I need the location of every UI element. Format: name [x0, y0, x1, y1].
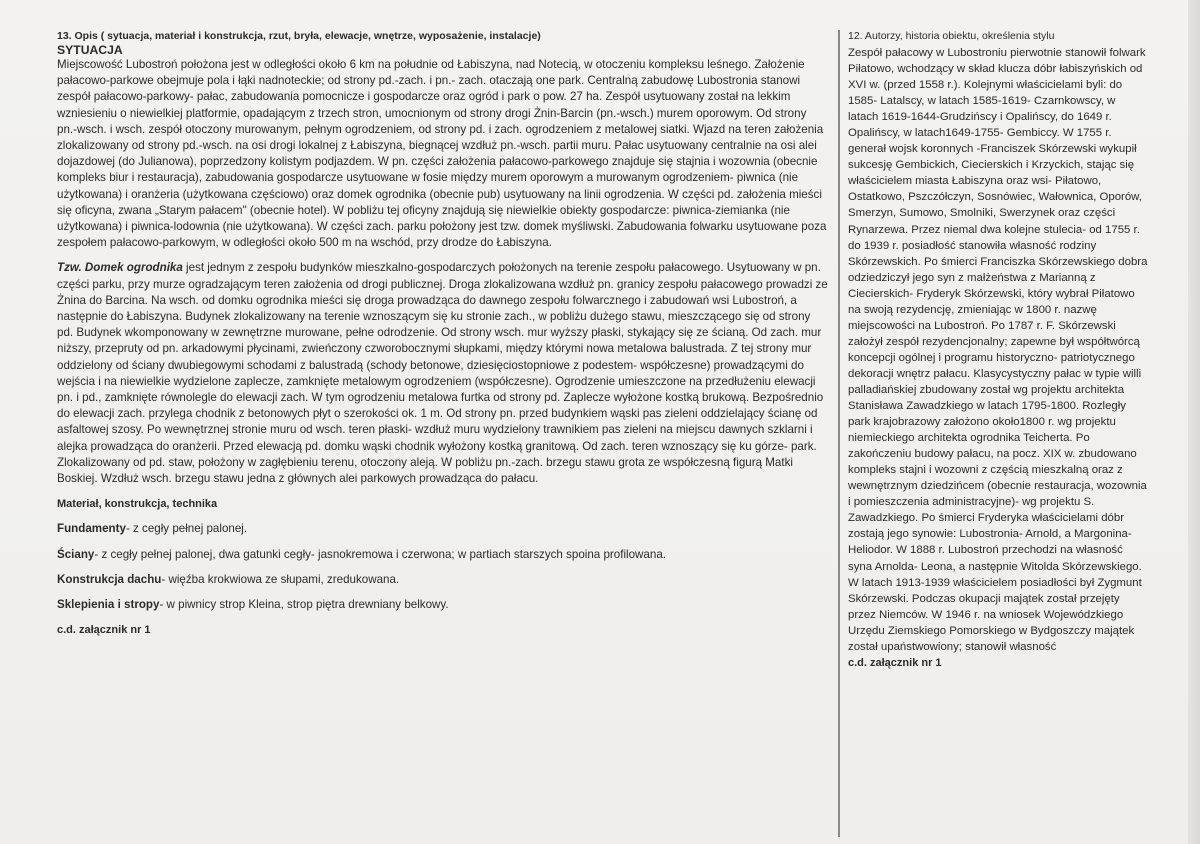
- section-13-heading: 13. Opis ( sytuacja, materiał i konstrukcja, rzut, bryła, elewacje, wnętrze, wyposażenie, instalacje): [57, 30, 541, 42]
- foundations-label: Fundamenty: [57, 522, 126, 536]
- left-continued-note: c.d. załącznik nr 1: [57, 624, 151, 637]
- right-continued-note: c.d. załącznik nr 1: [848, 656, 942, 669]
- roof-text: - więźba krokwiowa ze słupami, zredukowana.: [161, 572, 400, 586]
- walls-text: - z cegły pełnej palonej, dwa gatunki cegły- jasnokremowa i czerwona; w partiach starszych spoina profilowana.: [94, 547, 666, 561]
- section-12-heading: 12. Autorzy, historia obiektu, określenia stylu: [848, 30, 1055, 42]
- gardener-house-text: jest jednym z zespołu budynków mieszkalno-gospodarczych położonych na terenie zespołu pałacowego. Usytuowany w pn. części parku, przy murze ogradzającym teren założenia od drogi publicznej. Droga zlokalizowana wzdłuż pn. granicy zespołu pałacowego prowadzi ze Żnina do Barcina. Na wsch. od domku ogrodnika mieści się droga prowadząca do dawnego zespołu folwarcznego i zabudowań wsi Lubostroń, a następnie do Łabiszyna. Budynek zlokalizowany na terenie wznoszącym się ku stronie zach., w pobliżu dużego stawu, mieszczącego się od strony pd. Budynek wkomponowany w zewnętrzne murowane, pełne odrodzenie. Od strony wsch. mur wyższy płaski, stykający się ze ścianą. Od zach. mur niższy, przepruty od pn. arkadowymi płycinami, zwieńczony czworobocznymi słupkami, między którymi nowa metalowa balustrada. Z tej strony mur oddzielony od ściany dwubiegowymi schodami z balustradą (schody betonowe, dziesięciostopniowe z podestem- współczesne) prowadzącymi do wejścia i na niewielkie wydzielone zaplecze, zamknięte metalowym ogrodzeniem (współczesne). Ogrodzenie umieszczone na przedłużeniu elewacji pn. i pd., zamknięte równolegle do elewacji zach. W tym ogrodzeniu metalowa furtka od strony pd. Zaplecze wyłożone kostką brukową. Bezpośrednio do elewacji zach. przylega chodnik z betonowych płyt o szerokości ok. 1 m. Od strony pn. przed budynkiem wąski pas zieleni oddzielający ścianę od asfaltowej szosy. Po wewnętrznej stronie muru od wsch. teren płaski- wzdłuż muru wydzielony trawnikiem pas zieleni na miejscu dawnych szklarni i alejka prowadząca do oranżerii. Przed elewacją pd. domku wąski chodnik wyłożony kostką granitową. Od zach. teren wznoszący się ku górze- park. Zlokalizowany od pd. staw, położony w zagłębieniu terenu, otoczony aleją. W pobliżu pn.-zach. brzegu stawu grota ze współczesną figurą Matki Boskiej. Wzdłuż wsch. brzegu stawu jedna z głównych alei parkowych prowadząca do pałacu.: [57, 261, 828, 486]
- history-paragraph: Zespół pałacowy w Lubostroniu pierwotnie stanowił folwark Piłatowo, wchodzący w skład klucza dóbr łabiszyńskich od XVI w. (przed 1558 r.). Kolejnymi właścicielami byli: do 1585- Latalscy, w latach 1585-1619- Czarnkowscy, w latach 1619-1644-Grudzińscy i Opalińscy, do 1649 r. Opalińscy, w latach1649-1755- Gembiccy. W 1755 r. generał wojsk koronnych -Franciszek Skórzewski wykupił sukcesję Gembickich, Ciecierskich i Krzyckich, stając się właścicielem miasta Łabiszyna oraz wsi- Piłatowo, Ostatkowo, Pszczółczyn, Sosnówiec, Wałownica, Oporów, Smerzyn, Sumowo, Smolniki, Swerzynek oraz części Rynarzewa. Przez niemal dwa kolejne stulecia- od 1755 r. do 1939 r. posiadłość stanowiła własność rodziny Skórzewskich. Po śmierci Franciszka Skórzewskiego dobra odziedziczył jego syn z małżeństwa z Marianną z Ciecierskich- Fryderyk Skórzewski, który wybrał Piłatowo na swoją rezydencję, zmieniając w 1800 r. nazwę miejscowości na Lubostroń. Po 1787 r. F. Skórzewski założył zespół rezydencjonalny; zapewne był współtwórcą koncepcji ogólnej i programu historyczno- patriotycznego dekoracji wnętrz pałacu. Klasycystyczny pałac w typie willi palladiańskiej zbudowany został wg projektu architekta Stanisława Zawadzkiego w latach 1795-1800. Rozległy park krajobrazowy założono około1800 r. wg projektu niemieckiego architekta ogrodnika Teicherta. Po zakończeniu budowy pałacu, na pocz. XIX w. zbudowano kompleks stajni i wozowni z częścią mieszkalną oraz z wewnętrznym dziedzińcem (obecnie restauracja, wozownia i pomieszczenia administracyjne)- wg projektu S. Zawadzkiego. Po śmierci Fryderyka właścicielami dóbr zostają jego synowie: Lubostronia- Arnold, a Margonina- Heliodor. W 1888 r. Lubostroń przechodzi na własność syna Arnolda- Leona, a następnie Witolda Skórzewskiego. W latach 1913-1939 właścicielem posiadłości był Zygmunt Skórzewski. Podczas okupacji majątek został przejęty przez Niemców. W 1946 r. na wniosek Wojewódzkiego Urzędu Ziemskiego Pomorskiego w Bydgoszczy majątek został upaństwowiony; stanowił własność: [848, 47, 1148, 653]
- vaults-line: [57, 597, 829, 613]
- gardener-house-term: Tzw. Domek ogrodnika: [57, 261, 183, 275]
- situation-heading: SYTUACJA: [57, 43, 123, 57]
- foundations-line: [57, 521, 829, 537]
- walls-line: [57, 547, 829, 563]
- gardener-house-paragraph: [57, 260, 829, 487]
- situation-paragraph: Miejscowość Lubostroń położona jest w odległości około 6 km na południe od Łabiszyna, nad Notecią, w otoczeniu kompleksu leśnego. Założenie pałacowo-parkowe obejmuje pola i łąki nadnoteckie; od strony pd.-zach. i pn.- zach. otaczają one park. Centralną zabudowę Lubostronia stanowi zespół pałacowo-parkowy- pałac, zabudowania pomocnicze i gospodarcze oraz ogród i park o pow. 27 ha. Zespół usytuowany został na lekkim wzniesieniu o niewielkiej platformie, opadającym z trzech stron, umocnionym od strony drogi Żnin-Barcin (pn.-wsch.) murem oporowym. Od strony pn.-wsch. i wsch. zespół otoczony murowanym, pełnym ogrodzeniem, od strony pd. i zach. ogrodzeniem z metalowej siatki. Wjazd na teren założenia zlokalizowany od strony pd.-wsch. na osi drogi lokalnej z Łabiszyna, biegnącej wzdłuż pn.-wsch. partii muru. Pałac usytuowany centralnie na osi alei dojazdowej (do Julianowa), poprzedzony kolistym podjazdem. W pn. części założenia pałacowo-parkowego znajduje się stajnia i wozownia (obecnie kompleks biur i restauracja), zabudowania gospodarcze usytuowane w fosie między murem oporowym a murowanym ogrodzeniem- piwnica (nie użytkowana) i oranżeria (użytkowana częściowo) oraz domek ogrodnika (obecnie pub) usytuowany na linii ogrodzenia. W części pd. założenia mieści się oficyna, zwana „Starym pałacem" (obecnie hotel). W pobliżu tej oficyny znajdują się niewielkie obiekty gospodarcze: piwnica-ziemianka (nie użytkowana) i piwnica-lodownia (nie użytkowana). W części zach. parku położony jest tzw. domek myśliwski. Zabudowania folwarku usytuowane poza zespołem pałacowo-parkowym, w odległości około 500 m na wschód, przy drodze do Łabiszyna.: [57, 58, 827, 250]
- vaults-label: Sklepienia i stropy: [57, 598, 160, 612]
- vaults-text: - w piwnicy strop Kleina, strop piętra drewniany belkowy.: [159, 598, 449, 612]
- column-divider: [838, 30, 840, 837]
- roof-label: Konstrukcja dachu: [57, 572, 162, 586]
- history-column: [848, 30, 1148, 671]
- materials-heading: Materiał, konstrukcja, technika: [57, 498, 218, 511]
- walls-label: Ściany: [57, 547, 95, 561]
- foundations-text: - z cegły pełnej palonej.: [125, 522, 248, 536]
- roof-line: [57, 572, 829, 588]
- description-column: [57, 30, 829, 639]
- page-edge: [1188, 0, 1200, 844]
